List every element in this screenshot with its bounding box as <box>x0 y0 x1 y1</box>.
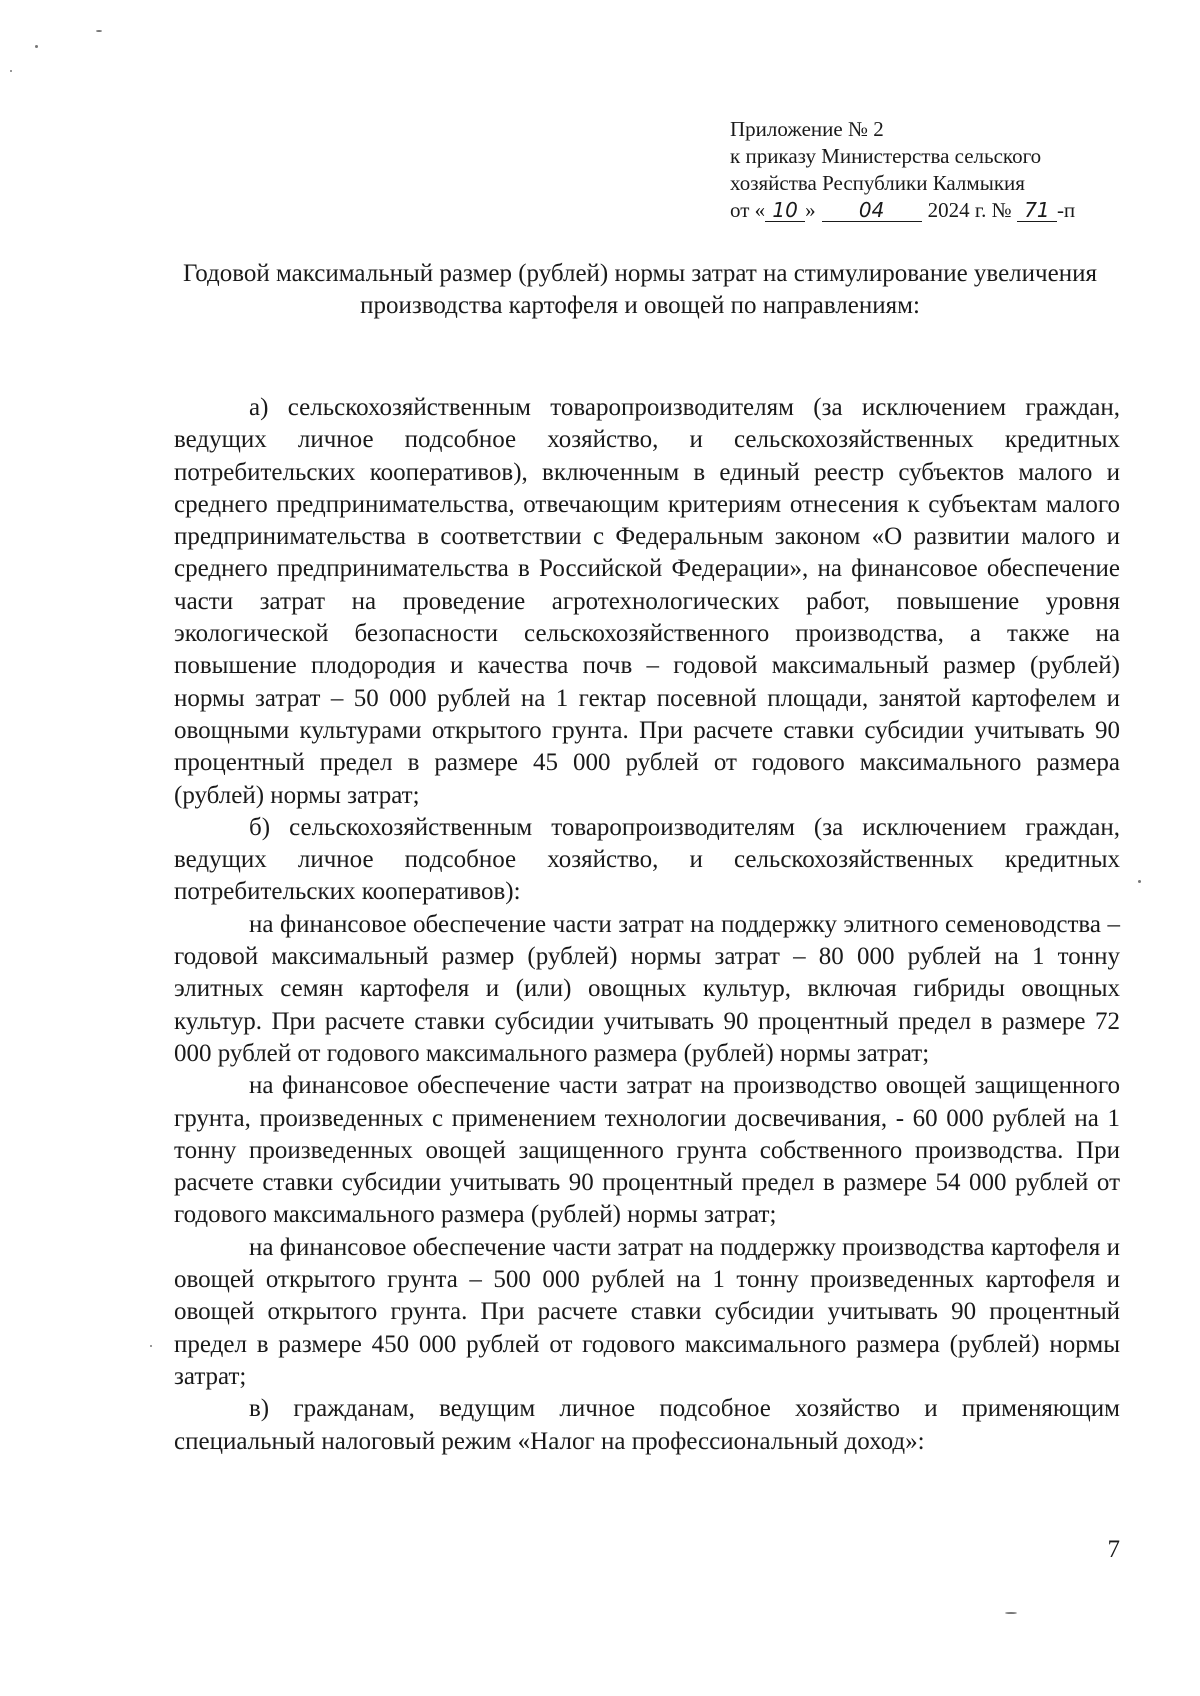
scan-speck <box>96 30 102 32</box>
scan-speck <box>10 70 12 72</box>
scan-speck <box>1005 1612 1017 1614</box>
appendix-header <box>730 116 1075 224</box>
document-body <box>174 392 1120 1458</box>
order-month-field <box>822 199 922 222</box>
scan-speck <box>150 1345 152 1347</box>
date-close-quote: » <box>805 198 816 222</box>
paragraph-b-greenhouse: на финансовое обеспечение части затрат на производство овощей защищенного грунта, произведенных с применением технологии досвечивания, - 60 000 рублей на 1 тонну произведенных овощей защищенного грунта собственного производства. При расчете ставки субсидии учитывать 90 процентный предел в размере 54 000 рублей от годового максимального размера (рублей) нормы затрат; <box>174 1072 1120 1229</box>
order-year-text: 2024 г. № <box>927 198 1012 222</box>
appendix-line-3: хозяйства Республики Калмыкия <box>730 171 1025 195</box>
appendix-line-2: к приказу Министерства сельского <box>730 144 1042 168</box>
order-number-field <box>1017 199 1057 222</box>
date-prefix: от « <box>730 198 766 222</box>
paragraph-b-open-ground: на финансовое обеспечение части затрат на поддержку производства картофеля и овощей открытого грунта – 500 000 рублей на 1 тонну произведенных картофеля и овощей открытого грунта. При расчете ставки субсидии учитывать 90 процентный предел в размере 450 000 рублей от годового максимального размера (рублей) нормы затрат; <box>174 1233 1120 1390</box>
appendix-line-1: Приложение № 2 <box>730 117 884 141</box>
order-number-suffix: -п <box>1056 198 1076 222</box>
order-month-handwritten: 04 <box>858 198 885 222</box>
paragraph-a: а) сельскохозяйственным товаропроизводителям (за исключением граждан, ведущих личное подсобное хозяйство, и сельскохозяйственных кредитных потребительских кооперативов), включенным в единый реестр субъектов малого и среднего предпринимательства, отвечающим критериям отнесения к субъектам малого предпринимательства в соответствии с Федеральным законом «О развитии малого и среднего предпринимательства в Российской Федерации», на финансовое обеспечение части затрат на проведение агротехнологических работ, повышение уровня экологической безопасности сельскохозяйственного производства, а также на повышение плодородия и качества почв – годовой максимальный размер (рублей) нормы затрат – 50 000 рублей на 1 гектар посевной площади, занятой картофелем и овощными культурами открытого грунта. При расчете ставки субсидии учитывать 90 процентный предел в размере 45 000 рублей от годового максимального размера (рублей) нормы затрат; <box>174 394 1120 809</box>
paragraph-b-elite-seed: на финансовое обеспечение части затрат на поддержку элитного семеноводства – годовой максимальный размер (рублей) нормы затрат – 80 000 рублей на 1 тонну элитных семян картофеля и (или) овощных культур, включая гибриды овощных культур. При расчете ставки субсидии учитывать 90 процентный предел в размере 72 000 рублей от годового максимального размера (рублей) нормы затрат; <box>174 910 1120 1067</box>
order-number-handwritten: 71 <box>1024 198 1050 222</box>
scan-speck <box>35 45 38 48</box>
paragraph-b: б) сельскохозяйственным товаропроизводителям (за исключением граждан, ведущих личное подсобное хозяйство, и сельскохозяйственных кредитных потребительских кооперативов): <box>174 813 1120 906</box>
appendix-date-line <box>730 197 1075 224</box>
page-number: 7 <box>1107 1536 1120 1563</box>
order-day-field <box>765 199 805 222</box>
order-day-handwritten: 10 <box>772 198 798 222</box>
paragraph-c: в) гражданам, ведущим личное подсобное хозяйство и применяющим специальный налоговый режим «Налог на профессиональный доход»: <box>174 1395 1120 1455</box>
document-title: Годовой максимальный размер (рублей) нормы затрат на стимулирование увеличения производства картофеля и овощей по направлениям: <box>183 260 1097 319</box>
scan-speck <box>1138 880 1141 883</box>
